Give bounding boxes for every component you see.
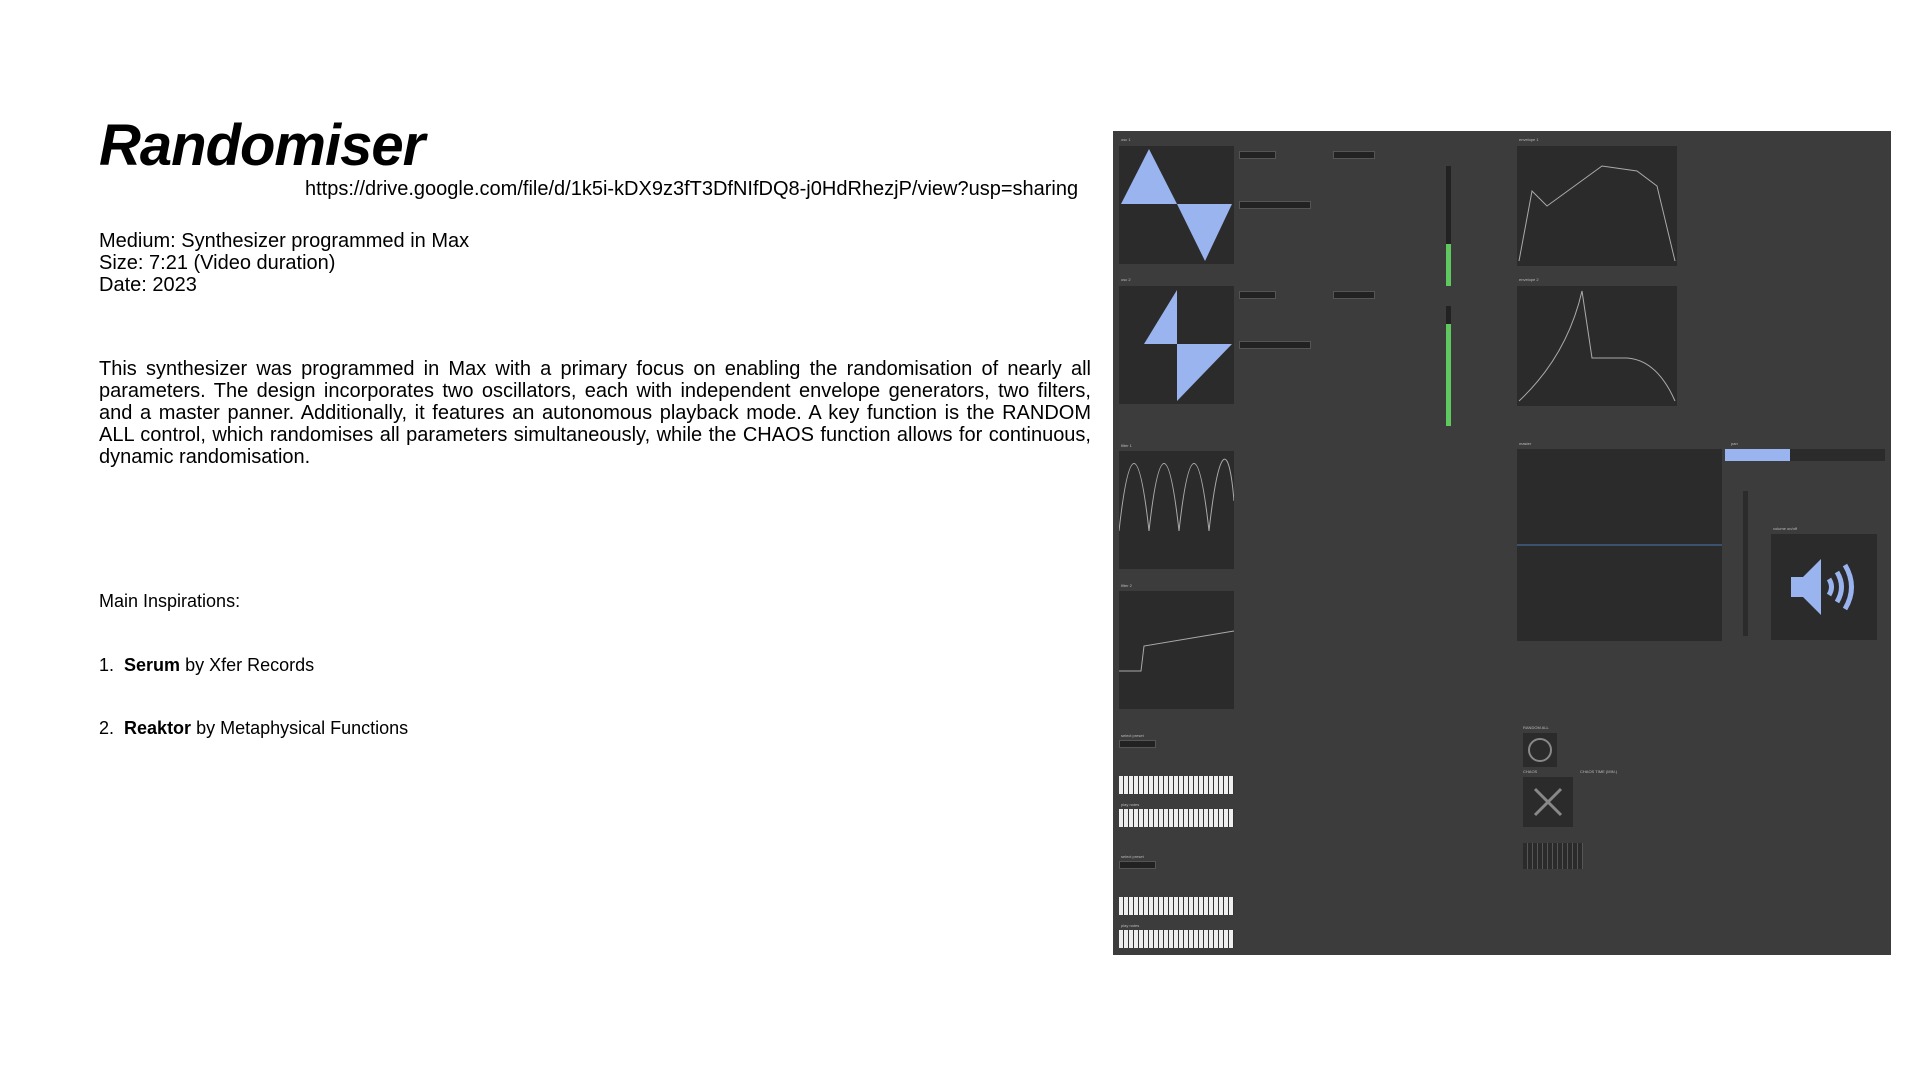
speaker-icon (1771, 534, 1877, 640)
osc2-level-meter (1446, 306, 1451, 426)
pan-label: pan (1731, 441, 1738, 446)
waveform-import[interactable] (1333, 151, 1375, 159)
play-notes-2-label: play notes (1121, 923, 1140, 928)
chaos-toggle[interactable] (1523, 777, 1573, 827)
page-title: Randomiser (99, 113, 425, 178)
filter1-curve (1119, 451, 1234, 569)
preset2-label: select preset (1121, 854, 1144, 859)
envelope1-display[interactable] (1517, 146, 1677, 266)
scale-keyboard-2[interactable] (1119, 897, 1234, 915)
inspiration-by: by Metaphysical Functions (191, 718, 409, 738)
osc1-waveform-shape (1119, 146, 1234, 264)
filter2-display[interactable] (1119, 591, 1234, 709)
description: This synthesizer was programmed in Max with a primary focus on enabling the randomisation of nearly all parameters. The design incorporates two oscillators, each with independent envelope generators, two filters, and a master panner. Additionally, it features an autonomous playback mode. A key function is the RANDOM ALL control, which randomises all parameters simultaneously, while the CHAOS function allows for continuous, dynamic randomisation. (99, 358, 1091, 468)
master-label: master (1519, 441, 1532, 446)
pan-slider-fill (1725, 449, 1790, 461)
envelope1-curve (1517, 146, 1677, 266)
x-icon (1523, 777, 1573, 827)
chaos-label: CHAOS (1523, 769, 1538, 774)
filter1-display[interactable] (1119, 451, 1234, 569)
osc2-waveform-shape (1119, 286, 1234, 404)
play-notes-1-label: play notes (1121, 802, 1140, 807)
inspiration-by: by Xfer Records (180, 655, 315, 675)
osc1-level-fill (1446, 244, 1451, 286)
circle-icon (1523, 733, 1557, 767)
filter2-label: filter 2 (1121, 583, 1132, 588)
preset2-select[interactable] (1119, 861, 1156, 869)
play-keyboard-2[interactable] (1119, 930, 1234, 948)
inspiration-name: Reaktor (124, 718, 192, 738)
envelope2-curve (1517, 286, 1677, 406)
size-line: Size: 7:21 (Video duration) (99, 252, 336, 274)
project-meta (99, 230, 469, 296)
waveform-select[interactable] (1239, 291, 1276, 299)
osc1-waveform-display (1119, 146, 1234, 264)
inspiration-number: 2. (99, 718, 115, 738)
inspirations-heading: Main Inspirations: (99, 591, 241, 611)
voices-multiplier[interactable] (1239, 341, 1311, 349)
env1-label: envelope 1 (1519, 137, 1539, 142)
voices-multiplier[interactable] (1239, 201, 1311, 209)
chaos-time-label: CHAOS TIME (MIN.) (1580, 769, 1618, 774)
inspiration-item (99, 718, 408, 739)
random-all-button[interactable] (1523, 733, 1557, 767)
waveform-select[interactable] (1239, 151, 1276, 159)
waveform-import[interactable] (1333, 291, 1375, 299)
osc2-level-fill (1446, 324, 1451, 426)
volume-toggle[interactable] (1771, 534, 1877, 640)
envelope2-display[interactable] (1517, 286, 1677, 406)
inspiration-number: 1. (99, 655, 115, 675)
scale-keyboard-1[interactable] (1119, 776, 1234, 794)
osc2-waveform-display (1119, 286, 1234, 404)
play-keyboard-1[interactable] (1119, 809, 1234, 827)
pan-slider[interactable] (1725, 449, 1885, 461)
osc2-label: osc 2 (1121, 277, 1131, 282)
filter2-curve (1119, 591, 1234, 709)
osc1-label: osc 1 (1121, 137, 1131, 142)
medium-line: Medium: Synthesizer programmed in Max (99, 230, 470, 252)
inspiration-item (99, 655, 314, 676)
video-link[interactable]: https://drive.google.com/file/d/1k5i-kDX9z3fT3DfNIfDQ8-j0HdRhezjP/view?usp=sharing (305, 178, 1079, 200)
volume-fader[interactable] (1743, 491, 1748, 636)
osc1-level-meter (1446, 166, 1451, 286)
master-scope (1517, 449, 1722, 641)
preset1-select[interactable] (1119, 740, 1156, 748)
env2-label: envelope 2 (1519, 277, 1539, 282)
preset1-label: select preset (1121, 733, 1144, 738)
master-scope-line (1517, 449, 1722, 641)
chaos-grid[interactable] (1523, 843, 1583, 869)
filter1-label: filter 1 (1121, 443, 1132, 448)
volume-label: volume on/off (1773, 526, 1797, 531)
date-line: Date: 2023 (99, 274, 197, 296)
inspiration-name: Serum (124, 655, 181, 675)
random-all-label: RANDOM ALL (1523, 725, 1549, 730)
synth-screenshot (1113, 131, 1891, 955)
